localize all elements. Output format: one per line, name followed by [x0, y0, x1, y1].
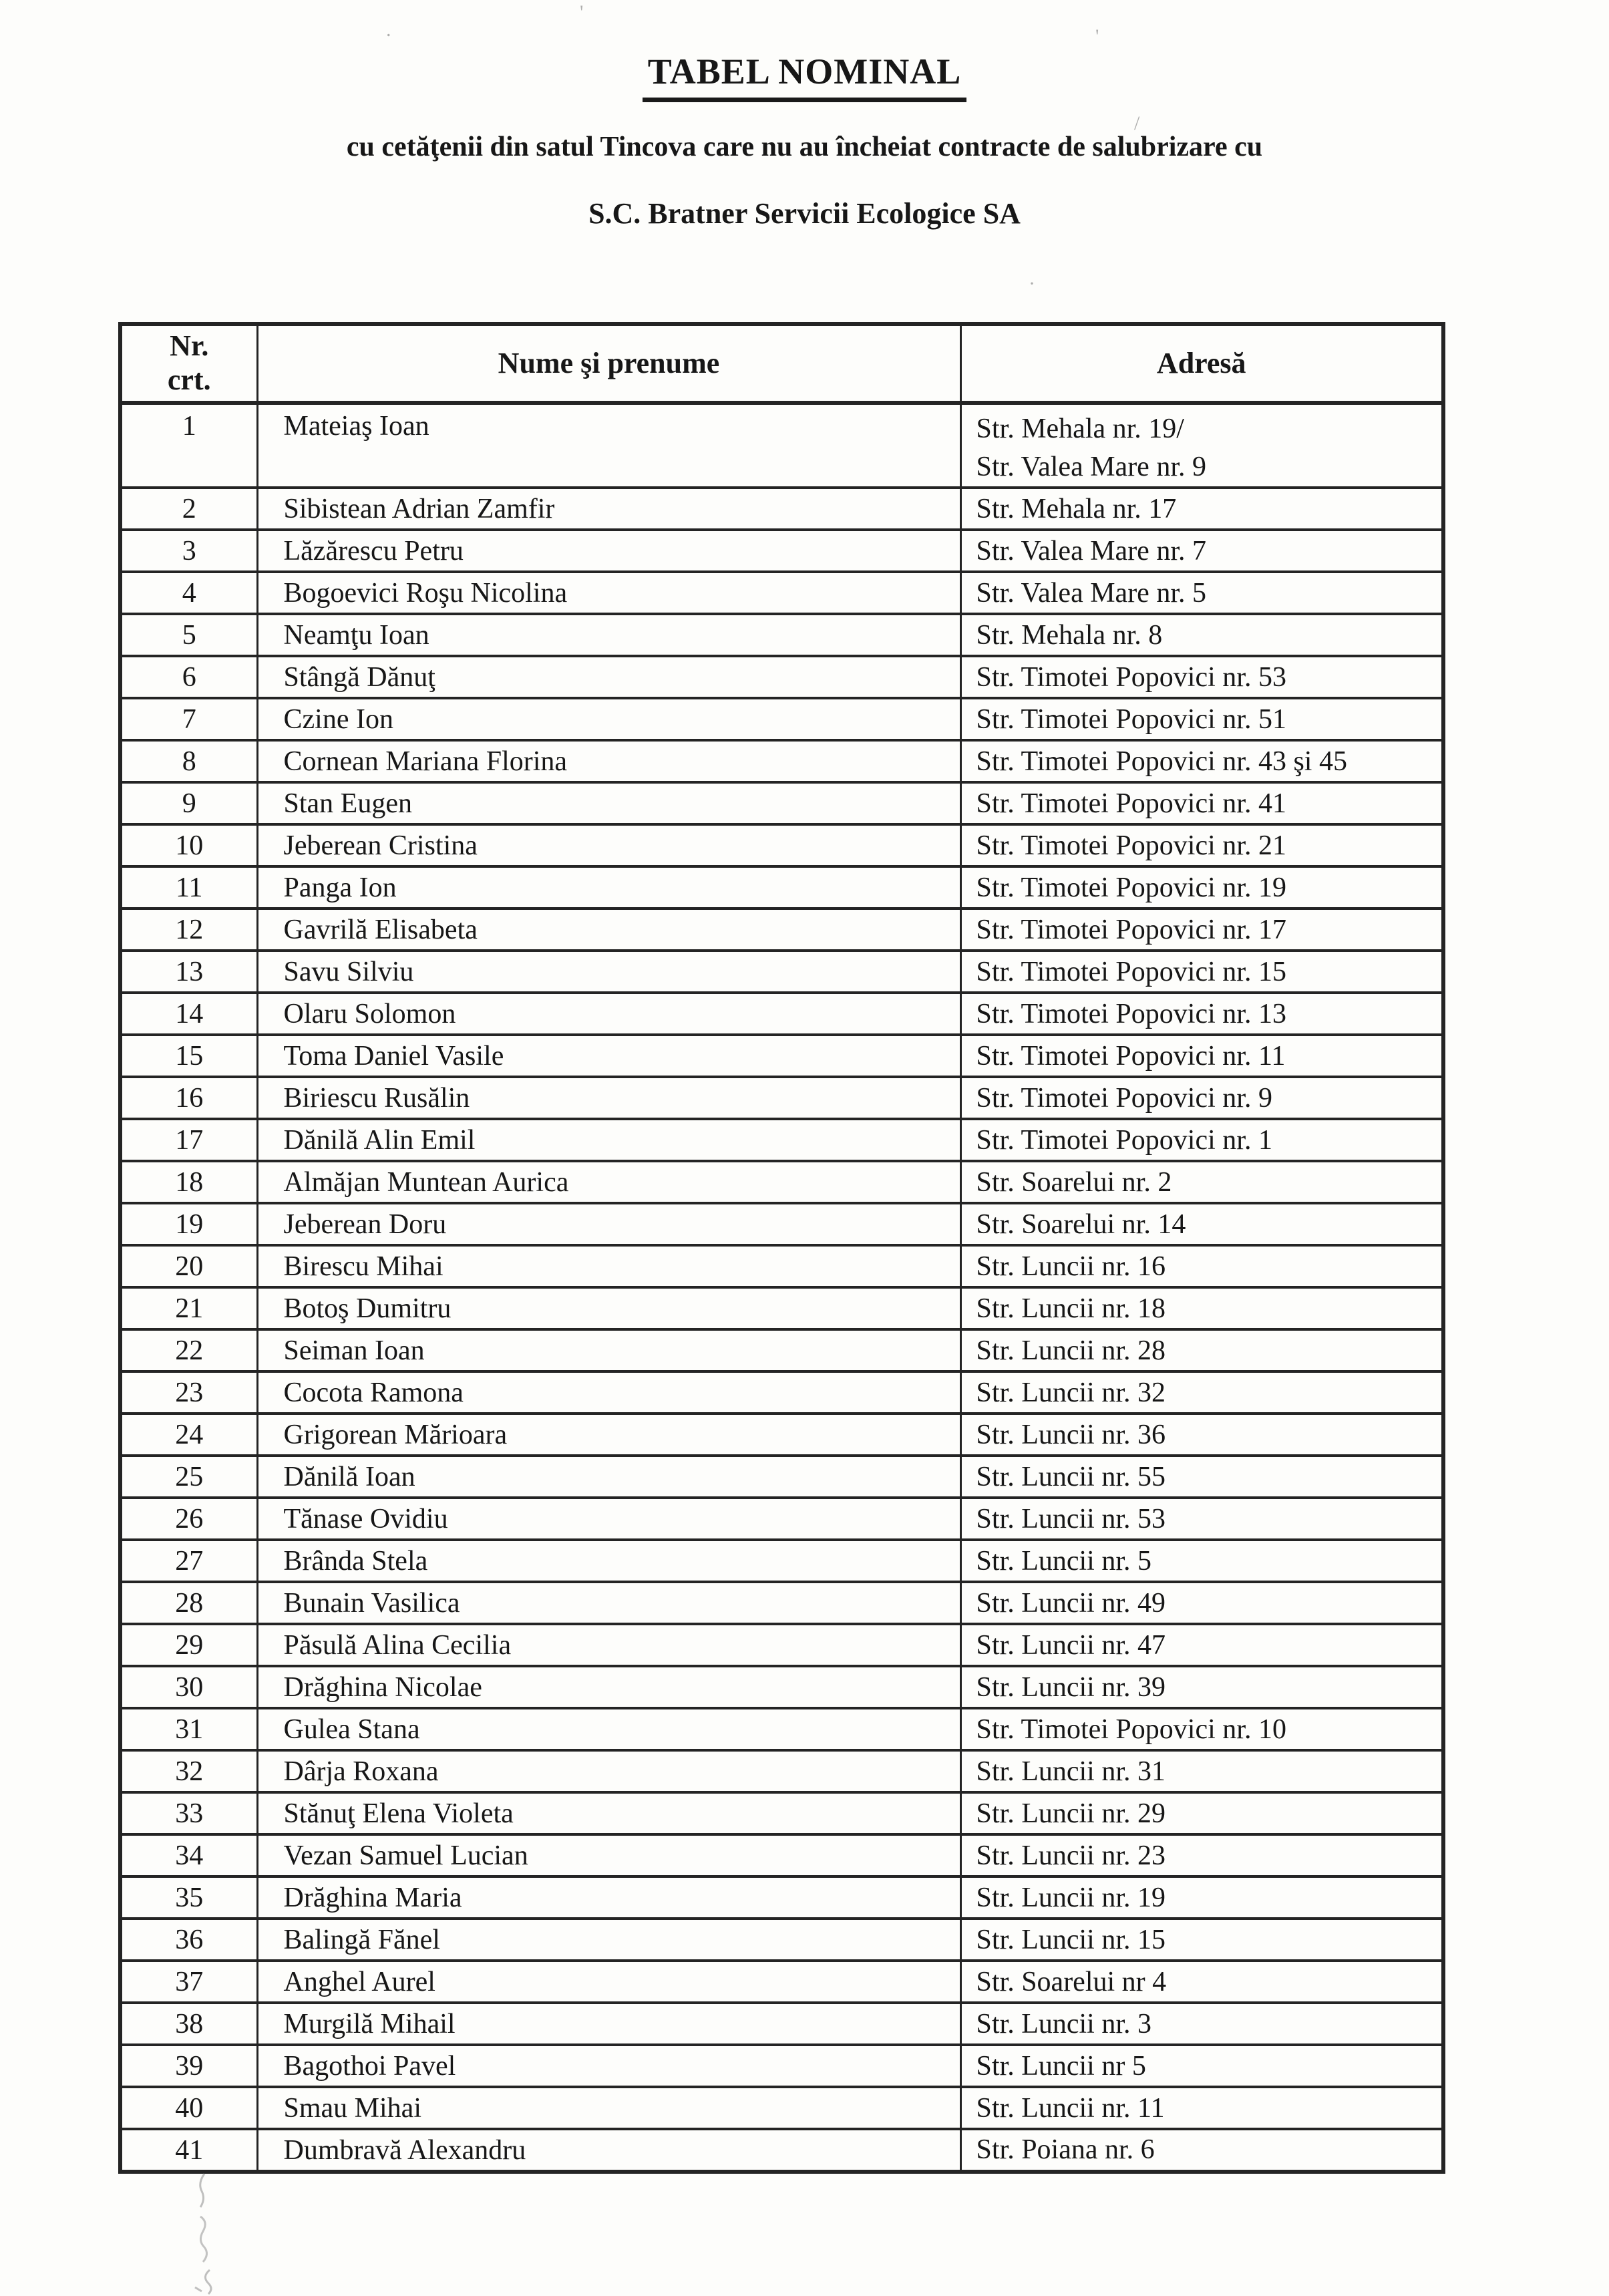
row-number-cell: 34 [120, 1834, 257, 1876]
row-number-cell: 1 [120, 403, 257, 488]
address-cell: Str. Luncii nr. 28 [960, 1329, 1443, 1371]
table-row [120, 1456, 1443, 1498]
row-number-cell: 19 [120, 1203, 257, 1245]
person-name-cell: Sibistean Adrian Zamfir [257, 488, 960, 530]
scan-speck: ' [1095, 25, 1099, 47]
address-cell: Str. Luncii nr. 36 [960, 1414, 1443, 1456]
row-number-cell: 25 [120, 1456, 257, 1498]
person-name-cell: Vezan Samuel Lucian [257, 1834, 960, 1876]
address-cell: Str. Luncii nr. 23 [960, 1834, 1443, 1876]
table-row [120, 403, 1443, 488]
person-name-cell: Brânda Stela [257, 1540, 960, 1582]
address-cell: Str. Luncii nr. 5 [960, 1540, 1443, 1582]
person-name-cell: Balingă Fănel [257, 1919, 960, 1961]
table-row [120, 824, 1443, 866]
address-cell: Str. Valea Mare nr. 7 [960, 530, 1443, 572]
table-row [120, 1329, 1443, 1371]
row-number-cell: 9 [120, 782, 257, 824]
table-header-row [120, 324, 1443, 403]
person-name-cell: Toma Daniel Vasile [257, 1035, 960, 1077]
row-number-cell: 21 [120, 1287, 257, 1329]
person-name-cell: Smau Mihai [257, 2087, 960, 2129]
table-row [120, 698, 1443, 740]
table-row [120, 1624, 1443, 1666]
address-cell: Str. Valea Mare nr. 5 [960, 572, 1443, 614]
person-name-cell: Mateiaş Ioan [257, 403, 960, 488]
address-cell: Str. Timotei Popovici nr. 1 [960, 1119, 1443, 1161]
person-name-cell: Păsulă Alina Cecilia [257, 1624, 960, 1666]
address-cell: Str. Poiana nr. 6 [960, 2129, 1443, 2172]
row-number-cell: 40 [120, 2087, 257, 2129]
person-name-cell: Czine Ion [257, 698, 960, 740]
row-number-cell: 28 [120, 1582, 257, 1624]
header-address: Adresă [960, 324, 1443, 403]
row-number-cell: 13 [120, 951, 257, 993]
person-name-cell: Gulea Stana [257, 1708, 960, 1750]
person-name-cell: Neamţu Ioan [257, 614, 960, 656]
person-name-cell: Drăghina Nicolae [257, 1666, 960, 1708]
address-cell: Str. Timotei Popovici nr. 13 [960, 993, 1443, 1035]
person-name-cell: Anghel Aurel [257, 1961, 960, 2003]
table-row [120, 1876, 1443, 1919]
table-row [120, 1792, 1443, 1834]
table-row [120, 993, 1443, 1035]
table-row [120, 488, 1443, 530]
address-cell: Str. Luncii nr. 53 [960, 1498, 1443, 1540]
table-row [120, 909, 1443, 951]
table-header [120, 324, 1443, 403]
table-row [120, 1540, 1443, 1582]
table-row [120, 782, 1443, 824]
person-name-cell: Botoş Dumitru [257, 1287, 960, 1329]
handwritten-marks [175, 2170, 248, 2296]
table-row [120, 1498, 1443, 1540]
table-row [120, 1077, 1443, 1119]
person-name-cell: Panga Ion [257, 866, 960, 909]
scan-speck: . [386, 19, 391, 41]
row-number-cell: 18 [120, 1161, 257, 1203]
table-row [120, 1287, 1443, 1329]
table-row [120, 951, 1443, 993]
row-number-cell: 15 [120, 1035, 257, 1077]
address-cell: Str. Timotei Popovici nr. 17 [960, 909, 1443, 951]
address-cell: Str. Mehala nr. 19/ Str. Valea Mare nr. 9 [960, 403, 1443, 488]
table-row [120, 1035, 1443, 1077]
table-row [120, 1708, 1443, 1750]
person-name-cell: Tănase Ovidiu [257, 1498, 960, 1540]
header-nr-crt [120, 324, 257, 403]
table-row [120, 1750, 1443, 1792]
row-number-cell: 30 [120, 1666, 257, 1708]
person-name-cell: Drăghina Maria [257, 1876, 960, 1919]
row-number-cell: 31 [120, 1708, 257, 1750]
table-row [120, 2087, 1443, 2129]
table-row [120, 530, 1443, 572]
table-row [120, 614, 1443, 656]
address-cell: Str. Luncii nr. 16 [960, 1245, 1443, 1287]
address-cell: Str. Timotei Popovici nr. 10 [960, 1708, 1443, 1750]
address-cell: Str. Soarelui nr. 14 [960, 1203, 1443, 1245]
table-row [120, 2003, 1443, 2045]
address-cell: Str. Timotei Popovici nr. 41 [960, 782, 1443, 824]
row-number-cell: 3 [120, 530, 257, 572]
header-nr-line2: crt. [167, 363, 211, 396]
address-cell: Str. Luncii nr. 47 [960, 1624, 1443, 1666]
person-name-cell: Grigorean Mărioara [257, 1414, 960, 1456]
nominal-table [118, 322, 1445, 2174]
person-name-cell: Jeberean Cristina [257, 824, 960, 866]
table-body [120, 403, 1443, 2172]
address-cell: Str. Timotei Popovici nr. 9 [960, 1077, 1443, 1119]
row-number-cell: 41 [120, 2129, 257, 2172]
person-name-cell: Dârja Roxana [257, 1750, 960, 1792]
row-number-cell: 16 [120, 1077, 257, 1119]
table-row [120, 1245, 1443, 1287]
row-number-cell: 36 [120, 1919, 257, 1961]
table-row [120, 1834, 1443, 1876]
row-number-cell: 10 [120, 824, 257, 866]
address-cell: Str. Soarelui nr 4 [960, 1961, 1443, 2003]
row-number-cell: 22 [120, 1329, 257, 1371]
person-name-cell: Dănilă Ioan [257, 1456, 960, 1498]
row-number-cell: 5 [120, 614, 257, 656]
page-title-text: TABEL NOMINAL [643, 51, 967, 102]
address-cell: Str. Luncii nr. 32 [960, 1371, 1443, 1414]
row-number-cell: 29 [120, 1624, 257, 1666]
row-number-cell: 26 [120, 1498, 257, 1540]
person-name-cell: Dumbravă Alexandru [257, 2129, 960, 2172]
person-name-cell: Bagothoi Pavel [257, 2045, 960, 2087]
scan-speck: ' [580, 1, 584, 23]
person-name-cell: Cocota Ramona [257, 1371, 960, 1414]
row-number-cell: 14 [120, 993, 257, 1035]
person-name-cell: Stângă Dănuţ [257, 656, 960, 698]
row-number-cell: 33 [120, 1792, 257, 1834]
table-row [120, 1666, 1443, 1708]
person-name-cell: Birescu Mihai [257, 1245, 960, 1287]
person-name-cell: Stan Eugen [257, 782, 960, 824]
row-number-cell: 27 [120, 1540, 257, 1582]
address-cell: Str. Luncii nr. 55 [960, 1456, 1443, 1498]
address-cell: Str. Timotei Popovici nr. 15 [960, 951, 1443, 993]
row-number-cell: 35 [120, 1876, 257, 1919]
table-row [120, 1919, 1443, 1961]
table-row [120, 1203, 1443, 1245]
person-name-cell: Bunain Vasilica [257, 1582, 960, 1624]
address-cell: Str. Timotei Popovici nr. 51 [960, 698, 1443, 740]
address-cell: Str. Luncii nr. 19 [960, 1876, 1443, 1919]
person-name-cell: Lăzărescu Petru [257, 530, 960, 572]
person-name-cell: Biriescu Rusălin [257, 1077, 960, 1119]
person-name-cell: Stănuţ Elena Violeta [257, 1792, 960, 1834]
row-number-cell: 6 [120, 656, 257, 698]
person-name-cell: Bogoevici Roşu Nicolina [257, 572, 960, 614]
row-number-cell: 17 [120, 1119, 257, 1161]
address-cell: Str. Mehala nr. 8 [960, 614, 1443, 656]
address-cell: Str. Luncii nr. 31 [960, 1750, 1443, 1792]
table-row [120, 1119, 1443, 1161]
row-number-cell: 38 [120, 2003, 257, 2045]
row-number-cell: 32 [120, 1750, 257, 1792]
row-number-cell: 7 [120, 698, 257, 740]
header-name: Nume şi prenume [257, 324, 960, 403]
table-row [120, 572, 1443, 614]
table-row [120, 2045, 1443, 2087]
address-cell: Str. Timotei Popovici nr. 11 [960, 1035, 1443, 1077]
row-number-cell: 23 [120, 1371, 257, 1414]
table-row [120, 866, 1443, 909]
address-cell: Str. Soarelui nr. 2 [960, 1161, 1443, 1203]
address-cell: Str. Luncii nr. 39 [960, 1666, 1443, 1708]
table-row [120, 740, 1443, 782]
address-cell: Str. Timotei Popovici nr. 53 [960, 656, 1443, 698]
row-number-cell: 8 [120, 740, 257, 782]
person-name-cell: Murgilă Mihail [257, 2003, 960, 2045]
address-cell: Str. Timotei Popovici nr. 21 [960, 824, 1443, 866]
row-number-cell: 20 [120, 1245, 257, 1287]
header-nr-line1: Nr. [170, 329, 209, 363]
table-row [120, 2129, 1443, 2172]
row-number-cell: 39 [120, 2045, 257, 2087]
scan-speck: / [1134, 112, 1140, 134]
person-name-cell: Seiman Ioan [257, 1329, 960, 1371]
table-row [120, 1161, 1443, 1203]
address-cell: Str. Luncii nr. 15 [960, 1919, 1443, 1961]
person-name-cell: Olaru Solomon [257, 993, 960, 1035]
address-cell: Str. Luncii nr. 11 [960, 2087, 1443, 2129]
page-subtitle: cu cetăţenii din satul Tincova care nu au încheiat contracte de salubrizare cu [346, 132, 1263, 162]
row-number-cell: 37 [120, 1961, 257, 2003]
address-cell: Str. Luncii nr 5 [960, 2045, 1443, 2087]
row-number-cell: 2 [120, 488, 257, 530]
table-row [120, 1371, 1443, 1414]
row-number-cell: 12 [120, 909, 257, 951]
organization-name: S.C. Bratner Servicii Ecologice SA [588, 197, 1021, 230]
address-cell: Str. Timotei Popovici nr. 19 [960, 866, 1443, 909]
table-row [120, 656, 1443, 698]
address-cell: Str. Luncii nr. 49 [960, 1582, 1443, 1624]
page-title [0, 51, 1609, 102]
address-cell: Str. Luncii nr. 29 [960, 1792, 1443, 1834]
person-name-cell: Jeberean Doru [257, 1203, 960, 1245]
scan-speck: · [1029, 273, 1035, 295]
table-row [120, 1961, 1443, 2003]
person-name-cell: Savu Silviu [257, 951, 960, 993]
person-name-cell: Gavrilă Elisabeta [257, 909, 960, 951]
row-number-cell: 4 [120, 572, 257, 614]
address-cell: Str. Timotei Popovici nr. 43 şi 45 [960, 740, 1443, 782]
person-name-cell: Dănilă Alin Emil [257, 1119, 960, 1161]
row-number-cell: 24 [120, 1414, 257, 1456]
address-cell: Str. Luncii nr. 3 [960, 2003, 1443, 2045]
row-number-cell: 11 [120, 866, 257, 909]
address-cell: Str. Mehala nr. 17 [960, 488, 1443, 530]
person-name-cell: Almăjan Muntean Aurica [257, 1161, 960, 1203]
table-row [120, 1582, 1443, 1624]
address-cell: Str. Luncii nr. 18 [960, 1287, 1443, 1329]
person-name-cell: Cornean Mariana Florina [257, 740, 960, 782]
table-row [120, 1414, 1443, 1456]
